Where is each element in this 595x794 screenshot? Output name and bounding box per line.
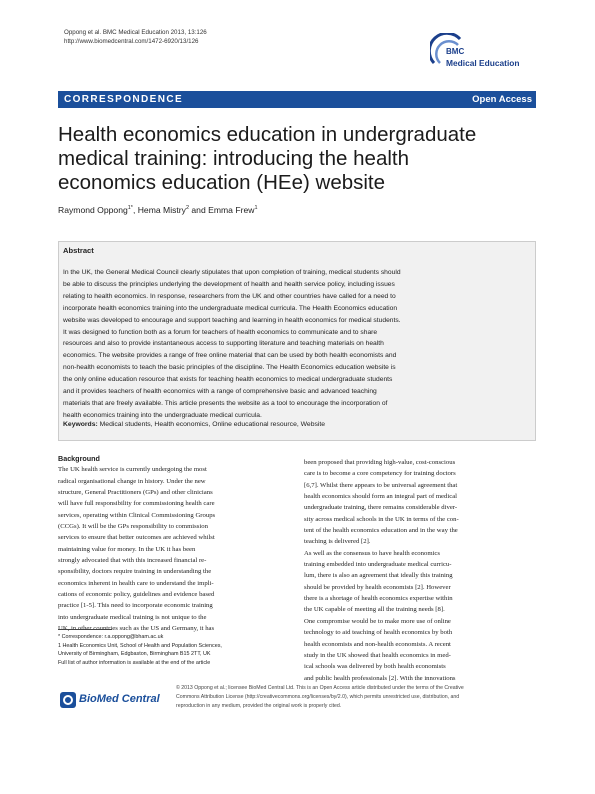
body-line: radical organisational change in history. Under the new	[58, 477, 206, 485]
body-line: been proposed that providing high-value, cost-conscious	[304, 459, 456, 466]
open-access-label: Open Access	[472, 94, 532, 105]
article-type-label: CORRESPONDENCE	[64, 94, 184, 105]
abstract-line: be able to discuss the principles underlying the development of health and health service policy, including issues	[63, 280, 395, 288]
author-name: Raymond Oppong	[58, 205, 128, 215]
body-line: The UK health service is currently undergoing the most	[58, 466, 207, 474]
footnote-line: 1 Health Economics Unit, School of Health and Population Sciences,	[58, 642, 222, 649]
body-line: structure, General Practitioners (GPs) and other clinicians	[58, 489, 213, 497]
body-line: into undergraduate medical training is not unique to the	[58, 613, 207, 621]
body-line: UK, in other countries such as the US and Germany, it has	[58, 625, 215, 633]
copyright-line: Commons Attribution License (http://creativecommons.org/licenses/by/2.0), which permits unrestricted use, distribution, and	[176, 693, 460, 700]
body-line: technology to aid teaching of health economics by both	[304, 629, 453, 637]
body-line: cations of economic policy, guidelines and evidence based	[58, 591, 215, 599]
citation-header	[64, 28, 207, 46]
body-line: practice [1-5]. This need to incorporate economic training	[58, 602, 213, 610]
footnote-line[interactable]: * Correspondence: r.a.oppong@bham.ac.uk	[58, 634, 164, 640]
abstract-line: website was developed to encourage and support teaching and learning in health economics for medical students.	[63, 316, 401, 324]
abstract-box	[58, 241, 536, 441]
author-name: , Hema Mistry	[132, 205, 186, 215]
body-line: maintaining value for money. In the UK it has been	[58, 545, 196, 553]
keywords	[63, 421, 325, 428]
copyright-line: © 2013 Oppong et al.; licensee BioMed Central Ltd. This is an Open Access article distributed under the terms of the Creative	[176, 685, 464, 691]
citation-url[interactable]: http://www.biomedcentral.com/1472-6920/13/126	[64, 38, 199, 45]
body-line: strongly advocated that with this increased financial re-	[58, 557, 207, 565]
footnote-divider	[58, 629, 112, 630]
section-heading-background: Background	[58, 454, 100, 463]
body-line: tent of the health economics education and in the way the	[304, 527, 458, 535]
abstract-body	[63, 267, 529, 422]
body-line: economics inherent in health care to understand the impli-	[58, 579, 214, 587]
body-line: sponsibility, doctors require training in understanding the	[58, 568, 212, 576]
abstract-line: resources and also to provide instantaneous access to supporting literature and teaching materials on health	[63, 340, 384, 348]
abstract-line: It was designed to function both as a forum for teachers of health economics to communicate and to share	[63, 328, 378, 336]
body-line: teaching is delivered [2].	[304, 538, 371, 546]
body-line: ical schools was delivered by both health economists	[304, 663, 446, 671]
body-line: services to ensure that better outcomes are achieved whilst	[58, 534, 215, 542]
body-line: health economics should form an integral part of medical	[304, 493, 458, 501]
abstract-line: economics. The website provides a range of free online material that can be used by both health economists and	[63, 352, 397, 360]
keywords-label: Keywords:	[63, 421, 98, 428]
publisher-logo	[60, 691, 164, 711]
body-line: and public health professionals [2]. With the innovations	[304, 674, 456, 682]
body-column-right	[304, 457, 536, 684]
title-line: Health economics education in undergraduate	[58, 123, 477, 146]
keywords-list: Medical students, Health economics, Online educational resource, Website	[97, 421, 326, 428]
author-name: and Emma Frew	[189, 205, 255, 215]
body-line: will have full responsibility for commissioning health care	[58, 500, 215, 508]
title-line: medical training: introducing the health	[58, 147, 409, 170]
body-line: One compromise would be to make more use of online	[304, 617, 451, 625]
body-line: undergraduate training, there remains considerable diver-	[304, 504, 458, 512]
body-line: there is a shortage of health economics expertise within	[304, 595, 453, 603]
abstract-line: health economics training into the undergraduate medical curricula.	[63, 411, 262, 419]
body-column-left	[58, 453, 290, 635]
footnote-line: Full list of author information is available at the end of the article	[58, 660, 211, 667]
title-line: economics education (HEe) website	[58, 171, 386, 194]
biomed-central-mark-icon	[60, 692, 76, 708]
body-line: As well as the consensus to have health economics	[304, 549, 440, 557]
journal-logo	[430, 33, 550, 67]
article-title	[58, 123, 538, 195]
abstract-line: materials that are freely available. This article presents the website as a tool to encourage the incorporation of	[63, 399, 388, 407]
copyright-notice	[176, 684, 538, 711]
journal-logo-name: Medical Education	[446, 58, 520, 68]
abstract-heading: Abstract	[63, 246, 94, 255]
body-line: study in the UK showed that health economics in med-	[304, 651, 451, 659]
body-line: the UK capable of meeting all the training needs [8].	[304, 606, 445, 614]
journal-logo-bmc: BMC	[446, 47, 465, 56]
abstract-line: incorporate health economics training into the undergraduate medical curricula. The Health Economics education	[63, 304, 398, 312]
citation-line: Oppong et al. BMC Medical Education 2013, 13:126	[64, 29, 207, 36]
body-line: sity across medical schools in the UK in terms of the con-	[304, 515, 459, 523]
body-line: training embedded into undergraduate medical curricu-	[304, 561, 452, 569]
body-line: [6,7]. Whilst there appears to be universal agreement that	[304, 481, 458, 489]
abstract-line: and it provides teachers of health economics with a range of comprehensive basic and advanced teaching	[63, 388, 377, 396]
publisher-name: BioMed Central	[79, 693, 160, 705]
body-line: (CCGs). It will be the GPs responsibility to commission	[58, 523, 208, 531]
body-line: should be provided by health economists [2]. However	[304, 583, 451, 591]
author-list	[58, 205, 258, 215]
abstract-line: In the UK, the General Medical Council clearly stipulates that upon completion of training, medical students should	[63, 269, 401, 276]
body-line: lum, there is also an agreement that ideally this training	[304, 572, 453, 580]
correspondence-footnote	[58, 633, 222, 668]
abstract-line: relating to health economics. In response, researchers from the UK and other countries have called for a need to	[63, 292, 396, 300]
body-line: care is to become a core competency for training doctors	[304, 470, 456, 478]
author-affiliation-mark: 2	[185, 205, 190, 212]
body-line: services, operating within Clinical Commissioning Groups	[58, 511, 216, 519]
copyright-line: reproduction in any medium, provided the original work is properly cited.	[176, 702, 342, 709]
abstract-line: the only online education resource that exists for teaching health economics to medical undergraduate students	[63, 376, 393, 384]
footnote-line: University of Birmingham, Edgbaston, Birmingham B15 2TT, UK	[58, 651, 211, 658]
author-affiliation-mark: 1*	[127, 205, 133, 212]
body-line: health economists and non-health economists. A recent	[304, 640, 451, 648]
author-affiliation-mark: 1	[254, 205, 258, 212]
article-type-banner	[58, 91, 536, 108]
abstract-line: non-health economists to teach the basic principles of the discipline. The Health Economics education website is	[63, 364, 396, 372]
